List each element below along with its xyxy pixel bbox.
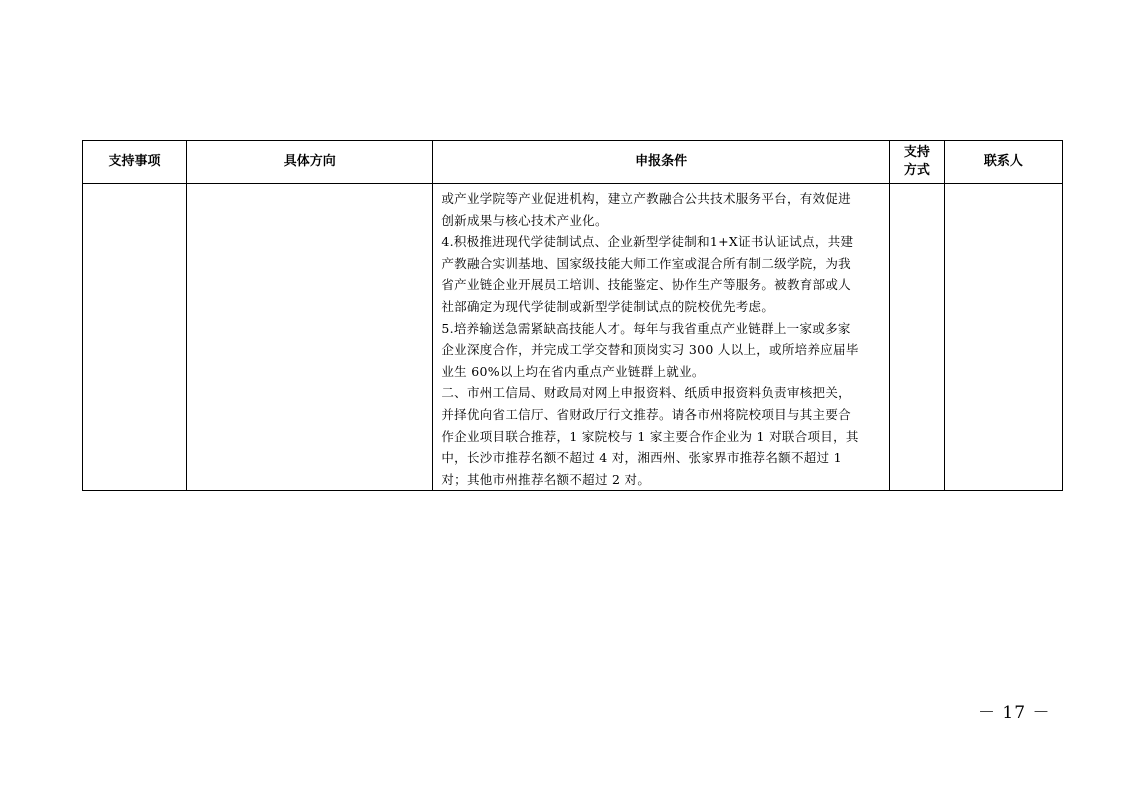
condition-line: 产教融合实训基地、国家级技能大师工作室或混合所有制二级学院，为我: [441, 255, 851, 271]
cell-support-item: [83, 184, 187, 491]
condition-line: 中，长沙市推荐名额不超过 4 对，湘西州、张家界市推荐名额不超过 1: [441, 450, 842, 466]
header-specific-direction: 具体方向: [187, 141, 433, 184]
condition-line: 作企业项目联合推荐，1 家院校与 1 家主要合作企业为 1 对联合项目，其: [441, 428, 859, 444]
cell-contact-person: [944, 184, 1062, 491]
table-header-row: [83, 141, 1063, 184]
condition-line: 或产业学院等产业促进机构，建立产教融合公共技术服务平台，有效促进: [441, 191, 851, 206]
application-conditions-table: [82, 140, 1063, 491]
cell-specific-direction: [187, 184, 433, 491]
condition-line: 二、市州工信局、财政局对网上申报资料、纸质申报资料负责审核把关，: [441, 385, 851, 401]
header-contact-person: 联系人: [944, 141, 1062, 184]
header-support-mode-line1: 支持: [903, 145, 930, 160]
header-support-mode-line2: 方式: [903, 163, 930, 178]
cell-support-mode: [889, 184, 944, 491]
condition-line: 企业深度合作，并完成工学交替和顶岗实习 300 人以上，或所培养应届毕: [441, 342, 859, 358]
page-number: － 17 －: [978, 703, 1051, 723]
condition-line: 并择优向省工信厅、省财政厅行文推荐。请各市州将院校项目与其主要合: [441, 406, 851, 422]
condition-line: 4.积极推进现代学徒制试点、企业新型学徒制和1+X证书认证试点，共建: [441, 234, 854, 250]
header-support-item: 支持事项: [83, 141, 187, 184]
condition-line: 5.培养输送急需紧缺高技能人才。每年与我省重点产业链群上一家或多家: [441, 320, 851, 336]
table-row: [83, 184, 1063, 491]
condition-line: 社部确定为现代学徒制或新型学徒制试点的院校优先考虑。: [441, 298, 775, 314]
condition-line: 创新成果与核心技术产业化。: [441, 212, 608, 228]
condition-line: 对；其他市州推荐名额不超过 2 对。: [441, 471, 651, 487]
header-support-mode: [889, 141, 944, 184]
condition-line: 业生 60%以上均在省内重点产业链群上就业。: [441, 363, 705, 379]
condition-line: 省产业链企业开展员工培训、技能鉴定、协作生产等服务。被教育部或人: [441, 277, 851, 293]
cell-application-conditions: [433, 184, 889, 491]
header-application-conditions: 申报条件: [433, 141, 889, 184]
